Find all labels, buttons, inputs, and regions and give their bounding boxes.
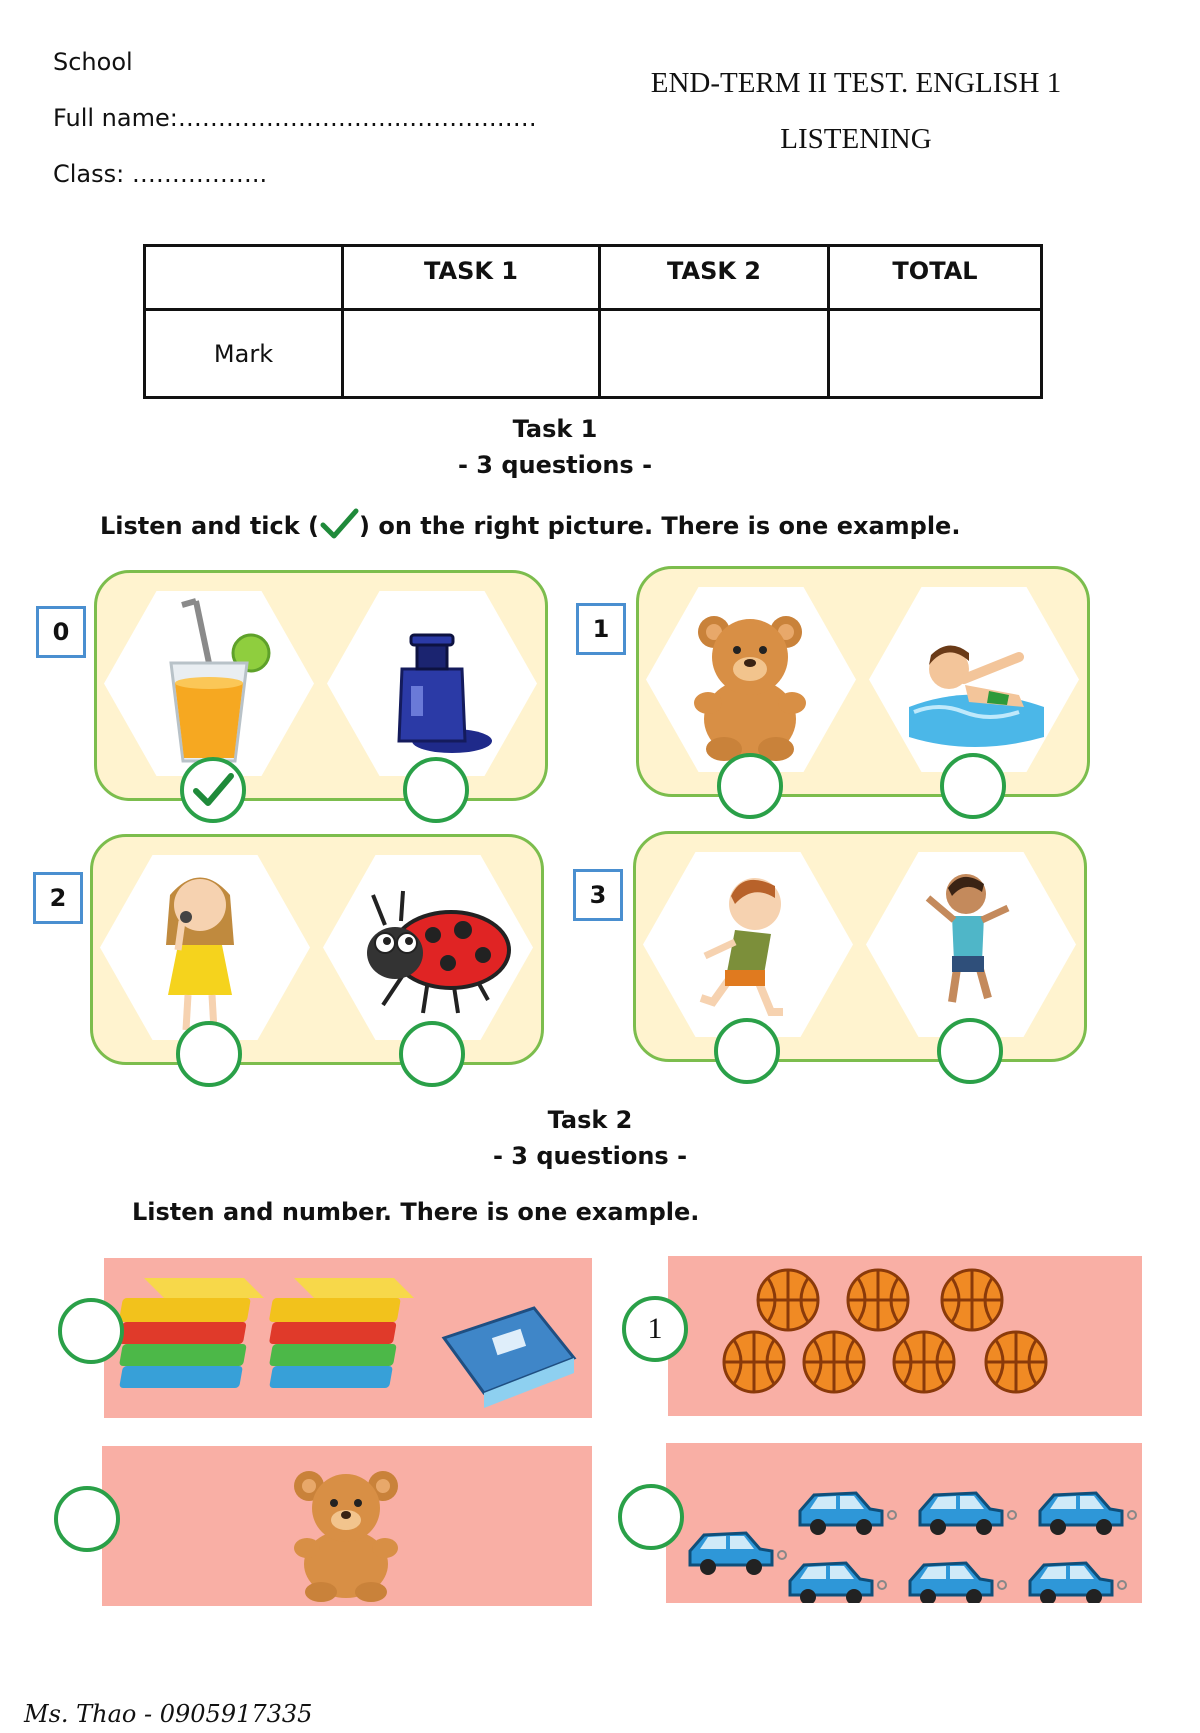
marks-header-task2: TASK 2 [600, 246, 829, 310]
car-icon [1030, 1563, 1126, 1603]
task2-answer-circle-basketballs[interactable]: 1 [622, 1296, 688, 1362]
task1-instruction-after: ) on the right picture. There is one example. [359, 512, 961, 540]
marks-row-label: Mark [145, 310, 343, 398]
car-icon [690, 1533, 786, 1575]
task1-number-1: 1 [576, 603, 626, 655]
marks-header-task1: TASK 1 [343, 246, 600, 310]
car-icon [1040, 1493, 1136, 1535]
tick-icon [184, 761, 242, 819]
task2-instruction: Listen and number. There is one example. [132, 1198, 700, 1226]
card1-answer-circle-right[interactable] [940, 753, 1006, 819]
basketballs-icon [668, 1256, 1142, 1416]
car-icon [800, 1493, 896, 1535]
juice-glass-icon [104, 591, 314, 776]
card2-answer-circle-left[interactable] [176, 1021, 242, 1087]
test-title: END-TERM II TEST. ENGLISH 1 [650, 67, 1062, 99]
marks-header-total: TOTAL [829, 246, 1042, 310]
task2-panel-books[interactable] [104, 1258, 592, 1418]
card0-answer-circle-left[interactable] [180, 757, 246, 823]
task2-answer-circle-cars[interactable] [618, 1484, 684, 1550]
task1-number-0: 0 [36, 606, 86, 658]
card2-picture-left[interactable] [100, 855, 310, 1040]
task1-card-3 [633, 831, 1087, 1062]
mark-task2-cell[interactable] [600, 310, 829, 398]
task2-panel-cars[interactable] [666, 1443, 1142, 1603]
basketball-icon [804, 1332, 864, 1392]
section-title: LISTENING [780, 123, 932, 155]
marks-header-empty [145, 246, 343, 310]
task2-panel-basketballs[interactable] [668, 1256, 1142, 1416]
card1-picture-right[interactable] [869, 587, 1079, 772]
tick-icon [319, 508, 359, 540]
card0-picture-left[interactable] [104, 591, 314, 776]
mark-total-cell[interactable] [829, 310, 1042, 398]
teddy-bear-icon [102, 1446, 592, 1606]
task1-card-0 [94, 570, 548, 801]
cars-icon [666, 1443, 1142, 1603]
car-icon [920, 1493, 1016, 1535]
class-label: Class: …………….. [53, 160, 268, 188]
car-icon [790, 1563, 886, 1603]
marks-table [143, 244, 1043, 399]
girl-singing-icon [100, 855, 310, 1040]
card0-answer-circle-right[interactable] [403, 757, 469, 823]
teddy-bear-icon [646, 587, 856, 772]
task2-answer-circle-books[interactable] [58, 1298, 124, 1364]
card0-picture-right[interactable] [327, 591, 537, 776]
basketball-icon [724, 1332, 784, 1392]
task2-panel-teddy-bear[interactable] [102, 1446, 592, 1606]
boy-running-icon [643, 852, 853, 1037]
boy-swimming-icon [869, 587, 1079, 772]
task1-card-2 [90, 834, 544, 1065]
task1-number-2: 2 [33, 872, 83, 924]
mark-task1-cell[interactable] [343, 310, 600, 398]
car-icon [910, 1563, 1006, 1603]
basketball-icon [942, 1270, 1002, 1330]
basketball-icon [758, 1270, 818, 1330]
card1-picture-left[interactable] [646, 587, 856, 772]
basketball-icon [986, 1332, 1046, 1392]
fullname-label: Full name:………………………..……….…… [53, 104, 537, 132]
task1-title: Task 1 [512, 415, 598, 443]
ink-bottle-icon [327, 591, 537, 776]
task2-title: Task 2 [547, 1106, 633, 1134]
card3-answer-circle-right[interactable] [937, 1018, 1003, 1084]
card3-picture-left[interactable] [643, 852, 853, 1037]
boy-jumping-icon [866, 852, 1076, 1037]
card1-answer-circle-left[interactable] [717, 753, 783, 819]
task2-answer-circle-teddy-bear[interactable] [54, 1486, 120, 1552]
school-label: School [53, 48, 133, 76]
card2-answer-circle-right[interactable] [399, 1021, 465, 1087]
card3-answer-circle-left[interactable] [714, 1018, 780, 1084]
task1-instruction [100, 508, 960, 540]
basketball-icon [894, 1332, 954, 1392]
task1-instruction-before: Listen and tick ( [100, 512, 320, 540]
task1-number-3: 3 [573, 869, 623, 921]
footer-credit: Ms. Thao - 0905917335 [24, 1700, 313, 1728]
task1-subtitle: - 3 questions - [457, 451, 653, 479]
card2-picture-right[interactable] [323, 855, 533, 1040]
task1-card-1 [636, 566, 1090, 797]
card3-picture-right[interactable] [866, 852, 1076, 1037]
task2-subtitle: - 3 questions - [492, 1142, 688, 1170]
books-icon [104, 1258, 592, 1418]
ladybird-icon [323, 855, 533, 1040]
basketball-icon [848, 1270, 908, 1330]
